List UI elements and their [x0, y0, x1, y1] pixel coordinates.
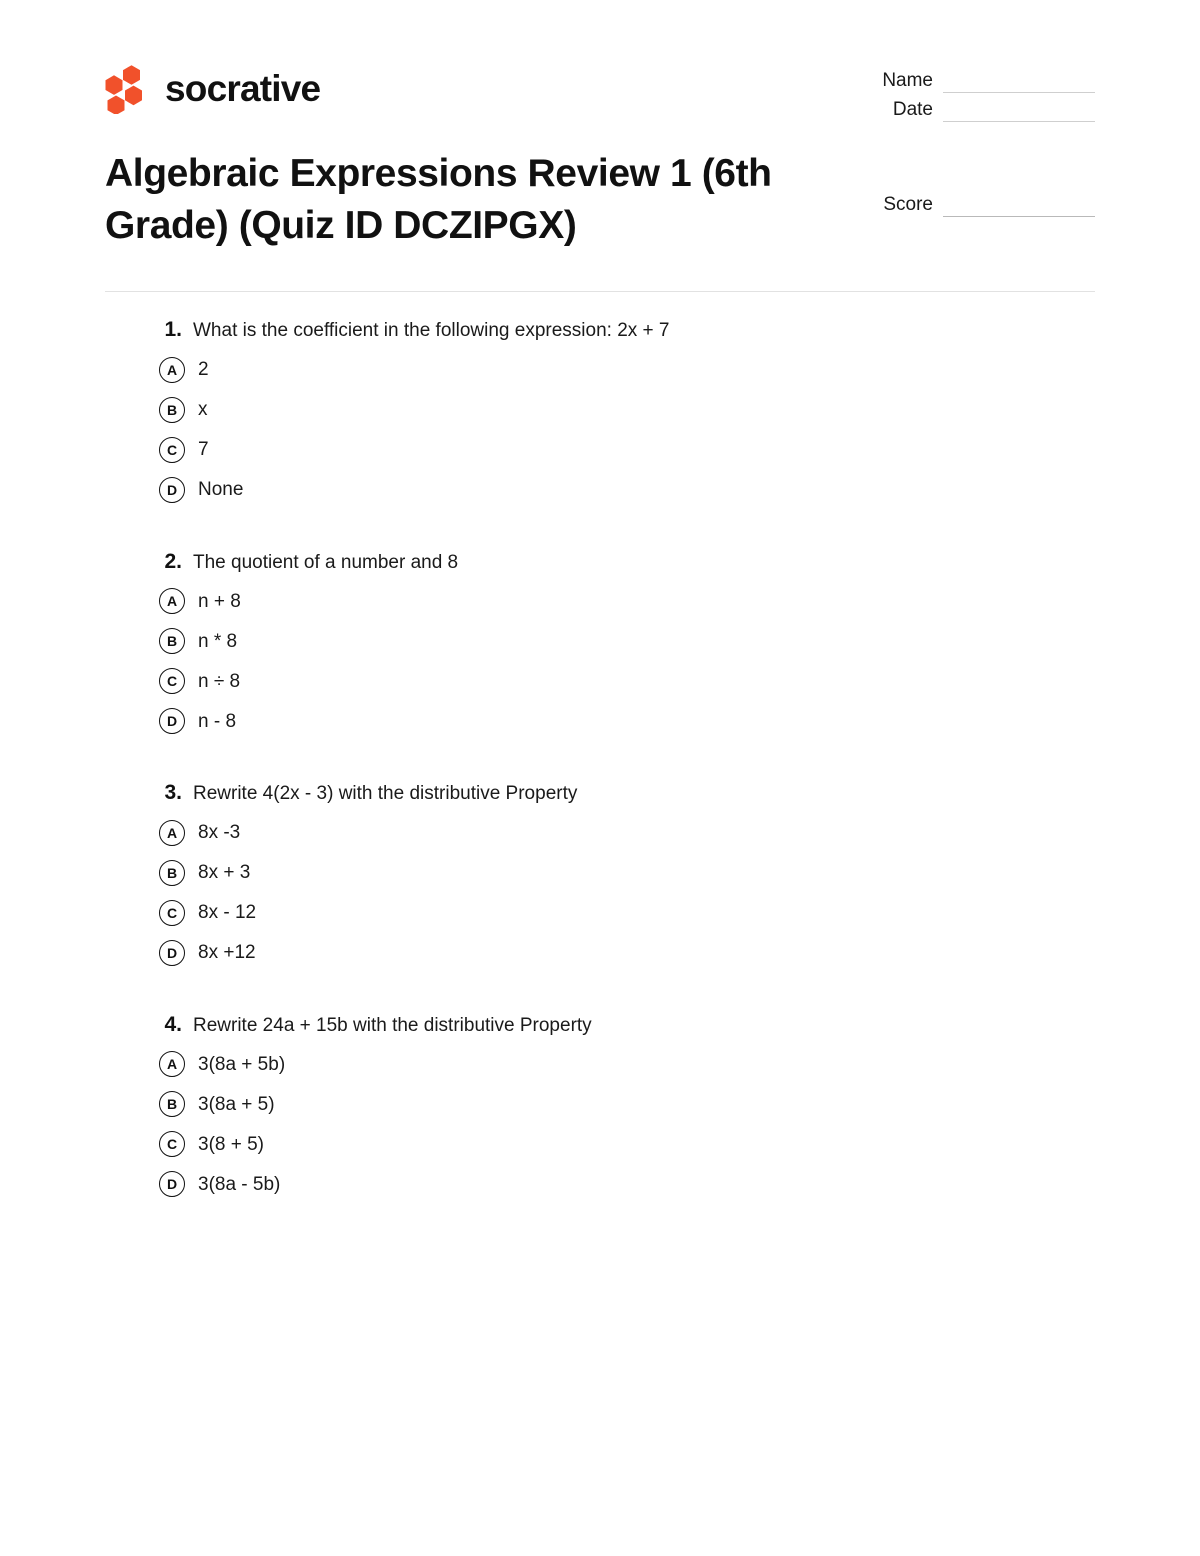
choice-list	[105, 1044, 1095, 1204]
question-list	[105, 318, 1095, 1244]
choice-option[interactable]	[105, 390, 1095, 430]
choice-bubble-b[interactable]: B	[159, 628, 185, 654]
choice-bubble-a[interactable]: A	[159, 588, 185, 614]
choice-label: 3(8a - 5b)	[198, 1173, 281, 1195]
page-header	[105, 48, 1095, 288]
choice-label: n + 8	[198, 590, 241, 612]
question-heading	[105, 1013, 1095, 1040]
question-item	[105, 550, 1095, 742]
choice-bubble-a[interactable]: A	[159, 357, 185, 383]
score-row	[845, 188, 1095, 217]
choice-label: 8x +12	[198, 942, 256, 964]
choice-bubble-c[interactable]: C	[159, 668, 185, 694]
choice-option[interactable]	[105, 1124, 1095, 1164]
name-write-line[interactable]	[943, 91, 1095, 93]
choice-label: 8x - 12	[198, 902, 257, 924]
choice-option[interactable]	[105, 933, 1095, 973]
choice-option[interactable]	[105, 581, 1095, 621]
choice-label: 7	[198, 439, 209, 461]
question-heading	[105, 781, 1095, 808]
question-item	[105, 781, 1095, 973]
brand-name: socrative	[165, 67, 321, 109]
choice-option[interactable]	[105, 893, 1095, 933]
question-heading	[105, 318, 1095, 345]
choice-option[interactable]	[105, 853, 1095, 893]
choice-label: 3(8a + 5b)	[198, 1053, 286, 1075]
question-text: What is the coefficient in the following expression: 2x + 7	[193, 320, 670, 341]
choice-option[interactable]	[105, 430, 1095, 470]
choice-label: None	[198, 479, 244, 501]
choice-bubble-d[interactable]: D	[159, 940, 185, 966]
score-label: Score	[883, 194, 933, 215]
choice-label: n - 8	[198, 710, 237, 732]
choice-label: 3(8a + 5)	[198, 1093, 275, 1115]
choice-option[interactable]	[105, 701, 1095, 741]
choice-bubble-d[interactable]: D	[159, 1171, 185, 1197]
choice-label: 2	[198, 359, 209, 381]
question-heading	[105, 550, 1095, 577]
choice-bubble-a[interactable]: A	[159, 1051, 185, 1077]
choice-label: x	[198, 399, 208, 421]
name-row	[845, 64, 1095, 93]
name-label: Name	[882, 70, 933, 91]
choice-list	[105, 581, 1095, 741]
choice-option[interactable]	[105, 1164, 1095, 1204]
page-title: Algebraic Expressions Review 1 (6th Grade) (Quiz ID DCZIPGX)	[105, 152, 772, 247]
header-divider	[105, 291, 1095, 292]
choice-list	[105, 813, 1095, 973]
choice-bubble-c[interactable]: C	[159, 437, 185, 463]
choice-bubble-d[interactable]: D	[159, 708, 185, 734]
score-write-line[interactable]	[943, 215, 1095, 217]
student-meta-block	[845, 64, 1095, 217]
question-item	[105, 1013, 1095, 1205]
question-text: The quotient of a number and 8	[193, 551, 459, 573]
question-number: 1.	[164, 318, 182, 341]
choice-label: 8x + 3	[198, 862, 251, 884]
date-row	[845, 93, 1095, 122]
question-number: 4.	[164, 1012, 182, 1036]
choice-bubble-c[interactable]: C	[159, 1131, 185, 1157]
socrative-hexagons-logo-icon	[105, 64, 151, 114]
choice-option[interactable]	[105, 1084, 1095, 1124]
date-label: Date	[892, 99, 933, 120]
choice-list	[105, 350, 1095, 510]
choice-bubble-c[interactable]: C	[159, 900, 185, 926]
date-write-line[interactable]	[943, 120, 1095, 122]
choice-bubble-b[interactable]: B	[159, 860, 185, 886]
choice-bubble-b[interactable]: B	[159, 1091, 185, 1117]
question-number: 3.	[164, 781, 182, 805]
choice-option[interactable]	[105, 350, 1095, 390]
choice-option[interactable]	[105, 813, 1095, 853]
choice-label: n ÷ 8	[198, 670, 241, 692]
brand-logo	[105, 64, 320, 114]
choice-option[interactable]	[105, 1044, 1095, 1084]
choice-option[interactable]	[105, 470, 1095, 510]
choice-option[interactable]	[105, 621, 1095, 661]
choice-bubble-d[interactable]: D	[159, 477, 185, 503]
choice-label: 3(8 + 5)	[198, 1133, 265, 1155]
choice-bubble-b[interactable]: B	[159, 397, 185, 423]
question-item	[105, 318, 1095, 510]
question-number: 2.	[164, 549, 182, 573]
choice-option[interactable]	[105, 661, 1095, 701]
choice-label: n * 8	[198, 630, 238, 652]
choice-bubble-a[interactable]: A	[159, 820, 185, 846]
question-text: Rewrite 4(2x - 3) with the distributive Property	[193, 783, 578, 805]
question-text: Rewrite 24a + 15b with the distributive Property	[193, 1014, 592, 1036]
choice-label: 8x -3	[198, 822, 241, 844]
